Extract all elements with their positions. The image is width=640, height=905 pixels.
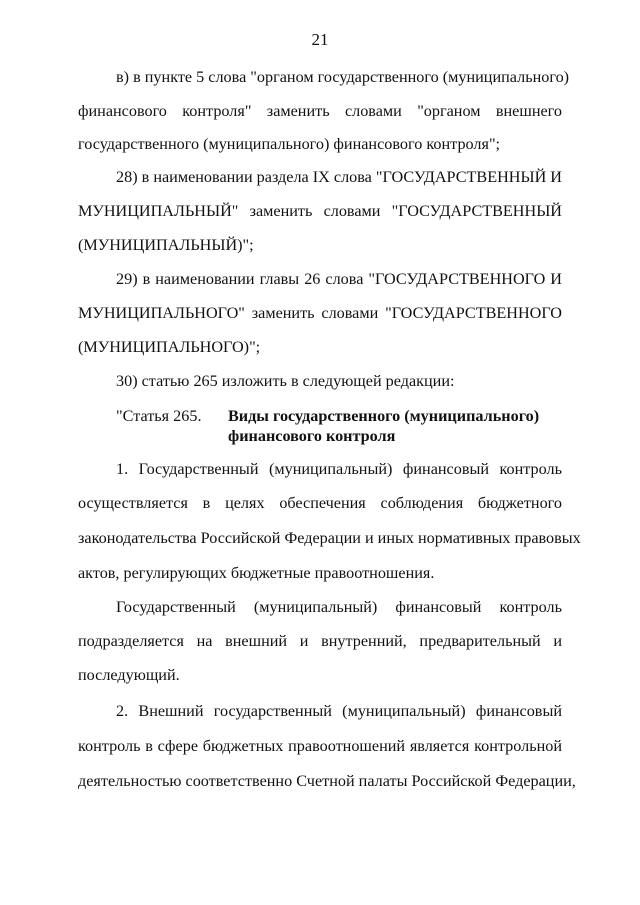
text-line: финансового контроля" заменить словами "органом внешнего bbox=[78, 102, 562, 120]
article-title-line: Виды государственного (муниципального) bbox=[228, 407, 540, 425]
text-line: государственного (муниципального) финансового контроля"; bbox=[78, 135, 501, 153]
text-line: 1. Государственный (муниципальный) финансовый контроль bbox=[116, 460, 562, 478]
text-line: в) в пункте 5 слова "органом государственного (муниципального) bbox=[116, 68, 570, 86]
text-line: контроль в сфере бюджетных правоотношений является контрольной bbox=[78, 737, 562, 755]
text-line: (МУНИЦИПАЛЬНЫЙ)"; bbox=[78, 236, 254, 254]
text-line: Государственный (муниципальный) финансовый контроль bbox=[116, 598, 562, 616]
text-line: осуществляется в целях обеспечения соблюдения бюджетного bbox=[78, 494, 562, 512]
text-line: подразделяется на внешний и внутренний, предварительный и bbox=[78, 632, 562, 650]
page-number: 21 bbox=[311, 30, 329, 49]
article-title bbox=[228, 406, 548, 446]
article-title-line: финансового контроля bbox=[228, 427, 396, 445]
text-line: актов, регулирующих бюджетные правоотношения. bbox=[78, 564, 435, 582]
text-line: МУНИЦИПАЛЬНОГО" заменить словами "ГОСУДАРСТВЕННОГО bbox=[78, 304, 562, 322]
text-line: 2. Внешний государственный (муниципальный) финансовый bbox=[116, 702, 562, 720]
text-line: последующий. bbox=[78, 666, 180, 684]
text-line: 29) в наименовании главы 26 слова "ГОСУДАРСТВЕННОГО И bbox=[116, 270, 562, 288]
text-line: 28) в наименовании раздела IX слова "ГОСУДАРСТВЕННЫЙ И bbox=[116, 168, 562, 186]
text-line: МУНИЦИПАЛЬНЫЙ" заменить словами "ГОСУДАРСТВЕННЫЙ bbox=[78, 202, 562, 220]
article-label: "Статья 265. bbox=[116, 407, 202, 425]
article-heading bbox=[116, 406, 562, 450]
text-line: деятельностью соответственно Счетной палаты Российской Федерации, bbox=[78, 772, 576, 790]
text-line: (МУНИЦИПАЛЬНОГО)"; bbox=[78, 338, 261, 356]
text-line: законодательства Российской Федерации и иных нормативных правовых bbox=[78, 529, 581, 547]
text-line: 30) статью 265 изложить в следующей редакции: bbox=[116, 372, 455, 390]
